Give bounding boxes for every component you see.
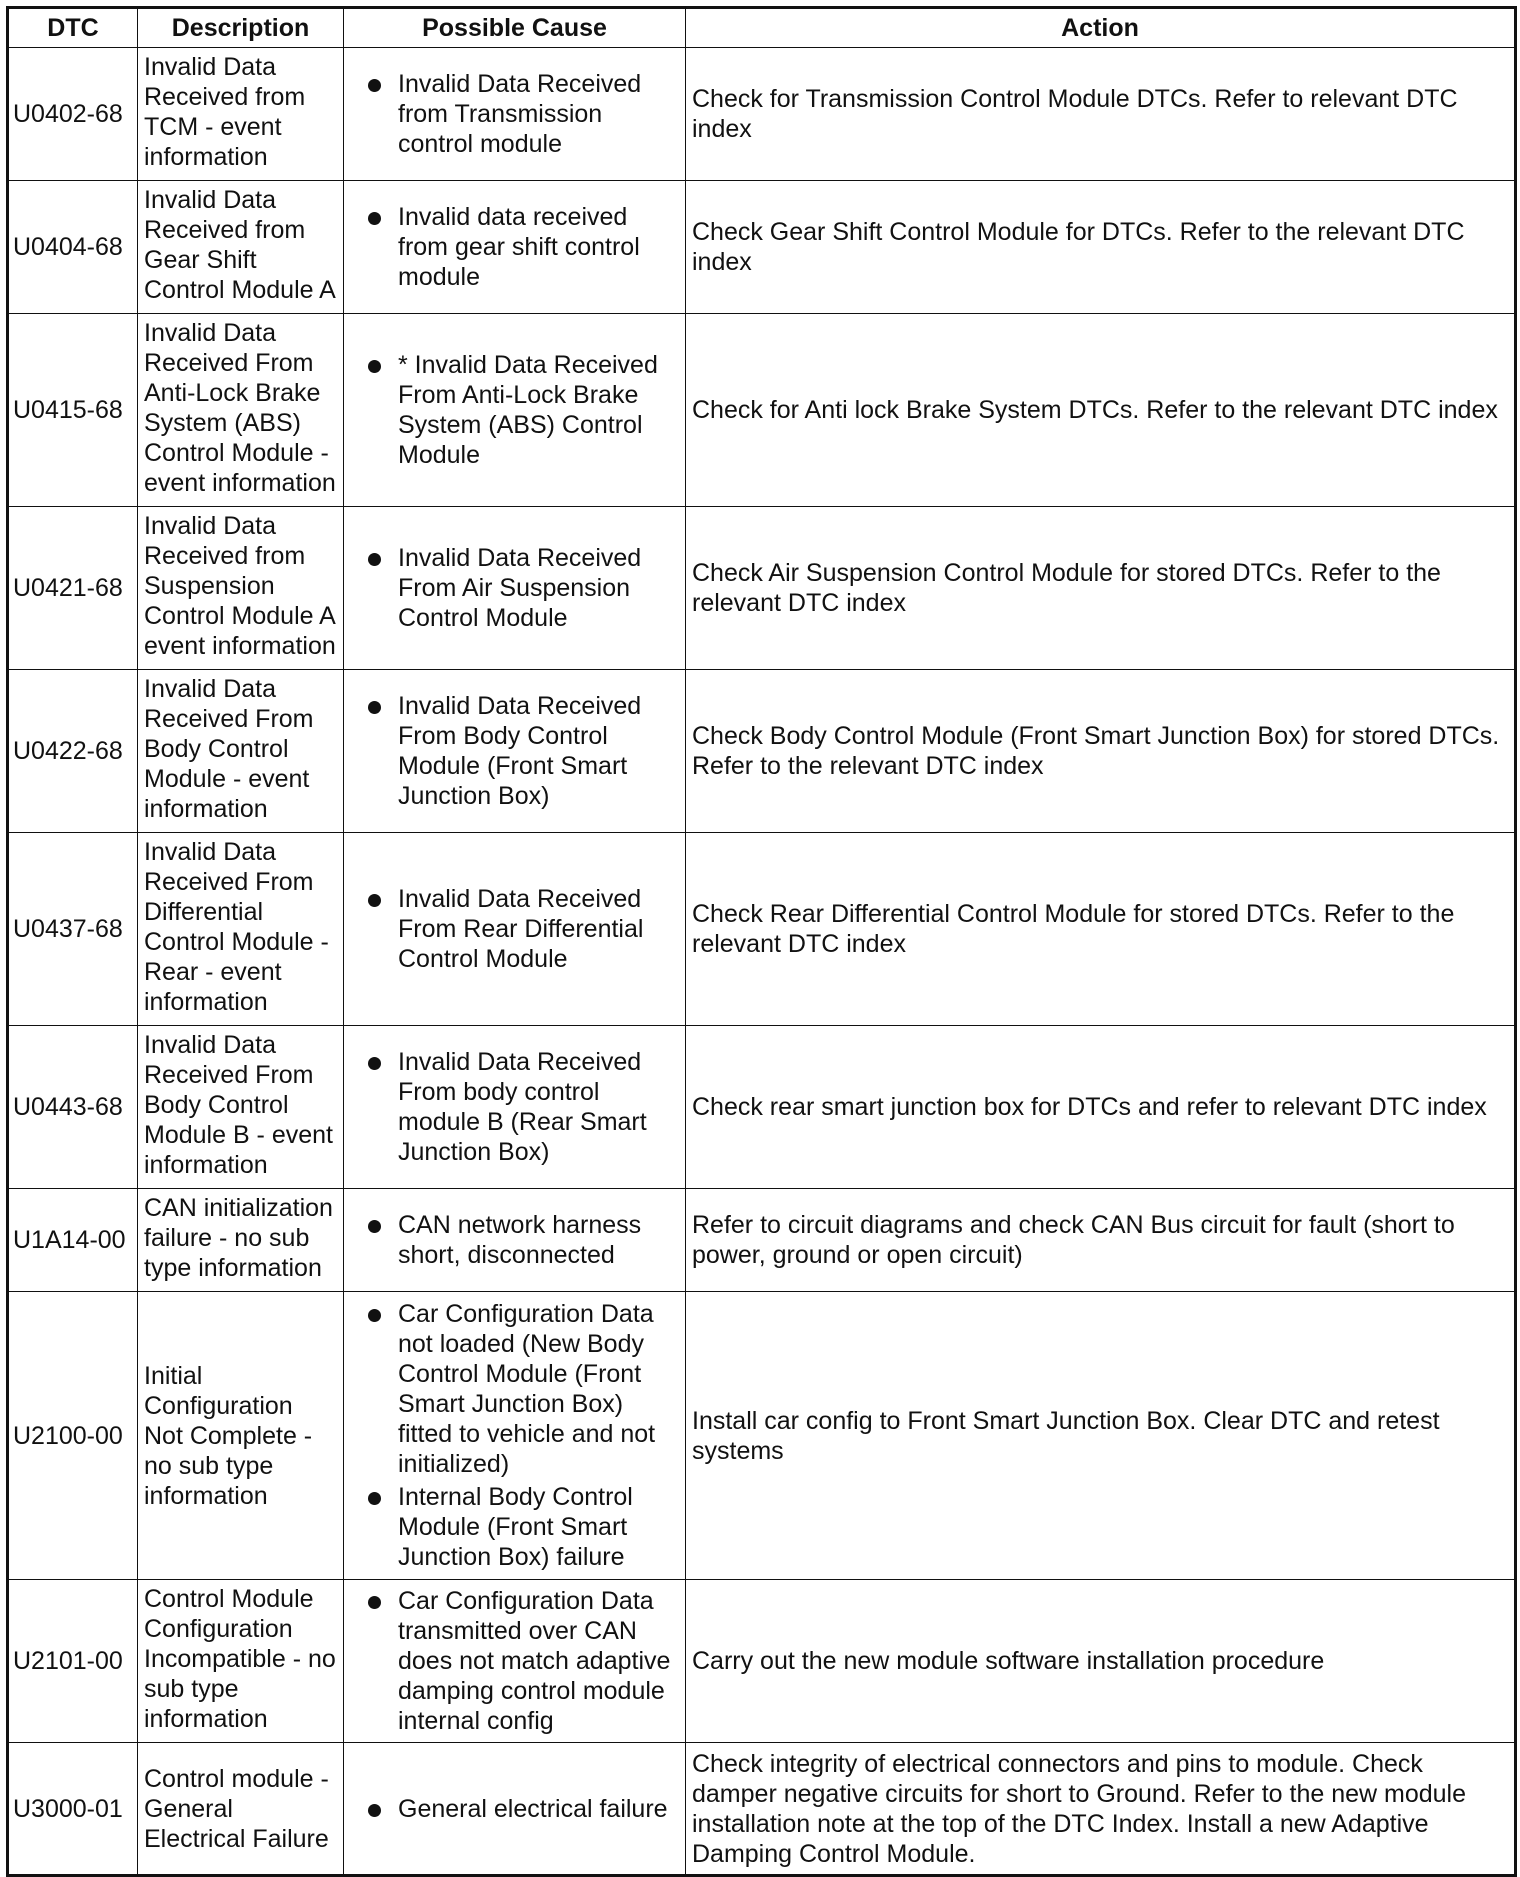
table-row [8, 314, 1516, 507]
cause-text: Invalid Data Received From Rear Differential Control Module [398, 885, 644, 973]
cause-item [352, 1586, 679, 1736]
dtc-action: Check integrity of electrical connectors and pins to module. Check damper negative circuits for short to Ground. Refer to the new module installation note at the top of the DTC Index. Install a new Adaptive Damping Control Module. [686, 1743, 1516, 1876]
table-row [8, 1580, 1516, 1743]
cause-item [352, 1210, 679, 1270]
table-row [8, 181, 1516, 314]
dtc-code: U3000-01 [8, 1743, 138, 1876]
table-header-row [8, 8, 1516, 48]
dtc-action: Check for Anti lock Brake System DTCs. Refer to the relevant DTC index [686, 314, 1516, 507]
dtc-description: CAN initialization failure - no sub type information [138, 1189, 344, 1292]
header-possible-cause: Possible Cause [344, 8, 686, 48]
table-row [8, 1292, 1516, 1580]
dtc-code: U0437-68 [8, 833, 138, 1026]
cause-text: Invalid Data Received From Body Control Module (Front Smart Junction Box) [398, 692, 642, 810]
dtc-description: Invalid Data Received from Suspension Control Module A event information [138, 507, 344, 670]
dtc-action: Refer to circuit diagrams and check CAN Bus circuit for fault (short to power, ground or open circuit) [686, 1189, 1516, 1292]
dtc-description: Invalid Data Received from TCM - event information [138, 48, 344, 181]
cause-text: * Invalid Data Received From Anti-Lock Brake System (ABS) Control Module [398, 351, 658, 469]
dtc-code: U2101-00 [8, 1580, 138, 1743]
dtc-description: Invalid Data Received From Differential Control Module - Rear - event information [138, 833, 344, 1026]
dtc-description: Invalid Data Received From Body Control Module - event information [138, 670, 344, 833]
dtc-code: U0443-68 [8, 1026, 138, 1189]
table-row [8, 1189, 1516, 1292]
bullet-icon [368, 553, 381, 566]
table-row [8, 48, 1516, 181]
dtc-code: U0421-68 [8, 507, 138, 670]
dtc-description: Initial Configuration Not Complete - no sub type information [138, 1292, 344, 1580]
bullet-icon [368, 1596, 381, 1609]
dtc-code: U1A14-00 [8, 1189, 138, 1292]
table-row [8, 507, 1516, 670]
dtc-description: Control module - General Electrical Failure [138, 1743, 344, 1876]
cause-item [352, 202, 679, 292]
dtc-action: Install car config to Front Smart Junction Box. Clear DTC and retest systems [686, 1292, 1516, 1580]
possible-cause [344, 314, 686, 507]
dtc-code: U0402-68 [8, 48, 138, 181]
bullet-icon [368, 212, 381, 225]
cause-text: Invalid Data Received From body control module B (Rear Smart Junction Box) [398, 1048, 647, 1166]
cause-item [352, 884, 679, 974]
possible-cause [344, 1026, 686, 1189]
cause-item [352, 691, 679, 811]
bullet-icon [368, 1057, 381, 1070]
bullet-icon [368, 1492, 381, 1505]
possible-cause [344, 1743, 686, 1876]
table-row [8, 670, 1516, 833]
dtc-code: U0415-68 [8, 314, 138, 507]
cause-item [352, 1794, 679, 1824]
dtc-table [6, 6, 1517, 1877]
possible-cause [344, 48, 686, 181]
cause-item [352, 543, 679, 633]
dtc-action: Check Air Suspension Control Module for stored DTCs. Refer to the relevant DTC index [686, 507, 1516, 670]
dtc-action: Check Body Control Module (Front Smart Junction Box) for stored DTCs. Refer to the relevant DTC index [686, 670, 1516, 833]
dtc-action: Check rear smart junction box for DTCs and refer to relevant DTC index [686, 1026, 1516, 1189]
bullet-icon [368, 360, 381, 373]
cause-item [352, 1047, 679, 1167]
header-description: Description [138, 8, 344, 48]
dtc-action: Check Gear Shift Control Module for DTCs. Refer to the relevant DTC index [686, 181, 1516, 314]
dtc-code: U0404-68 [8, 181, 138, 314]
cause-text: Invalid Data Received from Transmission control module [398, 70, 642, 158]
cause-item [352, 69, 679, 159]
dtc-action: Carry out the new module software installation procedure [686, 1580, 1516, 1743]
bullet-icon [368, 1804, 381, 1817]
cause-item [352, 1482, 679, 1572]
cause-item [352, 350, 679, 470]
dtc-code: U2100-00 [8, 1292, 138, 1580]
bullet-icon [368, 1309, 381, 1322]
bullet-icon [368, 79, 381, 92]
table-row [8, 1743, 1516, 1876]
dtc-description: Invalid Data Received From Anti-Lock Brake System (ABS) Control Module - event information [138, 314, 344, 507]
dtc-description: Control Module Configuration Incompatible - no sub type information [138, 1580, 344, 1743]
dtc-description: Invalid Data Received From Body Control Module B - event information [138, 1026, 344, 1189]
possible-cause [344, 833, 686, 1026]
cause-text: Invalid Data Received From Air Suspension Control Module [398, 544, 642, 632]
bullet-icon [368, 701, 381, 714]
cause-text: Invalid data received from gear shift control module [398, 203, 640, 291]
cause-text: CAN network harness short, disconnected [398, 1211, 642, 1269]
table-row [8, 833, 1516, 1026]
dtc-code: U0422-68 [8, 670, 138, 833]
possible-cause [344, 507, 686, 670]
cause-text: Car Configuration Data not loaded (New Body Control Module (Front Smart Junction Box) fitted to vehicle and not initialized) [398, 1300, 656, 1478]
possible-cause [344, 1292, 686, 1580]
dtc-action: Check Rear Differential Control Module for stored DTCs. Refer to the relevant DTC index [686, 833, 1516, 1026]
possible-cause [344, 1580, 686, 1743]
dtc-action: Check for Transmission Control Module DTCs. Refer to relevant DTC index [686, 48, 1516, 181]
cause-text: General electrical failure [398, 1794, 668, 1823]
possible-cause [344, 181, 686, 314]
table-row [8, 1026, 1516, 1189]
cause-text: Internal Body Control Module (Front Smart Junction Box) failure [398, 1483, 633, 1571]
cause-item [352, 1299, 679, 1479]
bullet-icon [368, 894, 381, 907]
header-dtc: DTC [8, 8, 138, 48]
possible-cause [344, 670, 686, 833]
bullet-icon [368, 1220, 381, 1233]
dtc-description: Invalid Data Received from Gear Shift Control Module A [138, 181, 344, 314]
header-action: Action [686, 8, 1516, 48]
cause-text: Car Configuration Data transmitted over CAN does not match adaptive damping control module internal config [398, 1587, 671, 1735]
possible-cause [344, 1189, 686, 1292]
